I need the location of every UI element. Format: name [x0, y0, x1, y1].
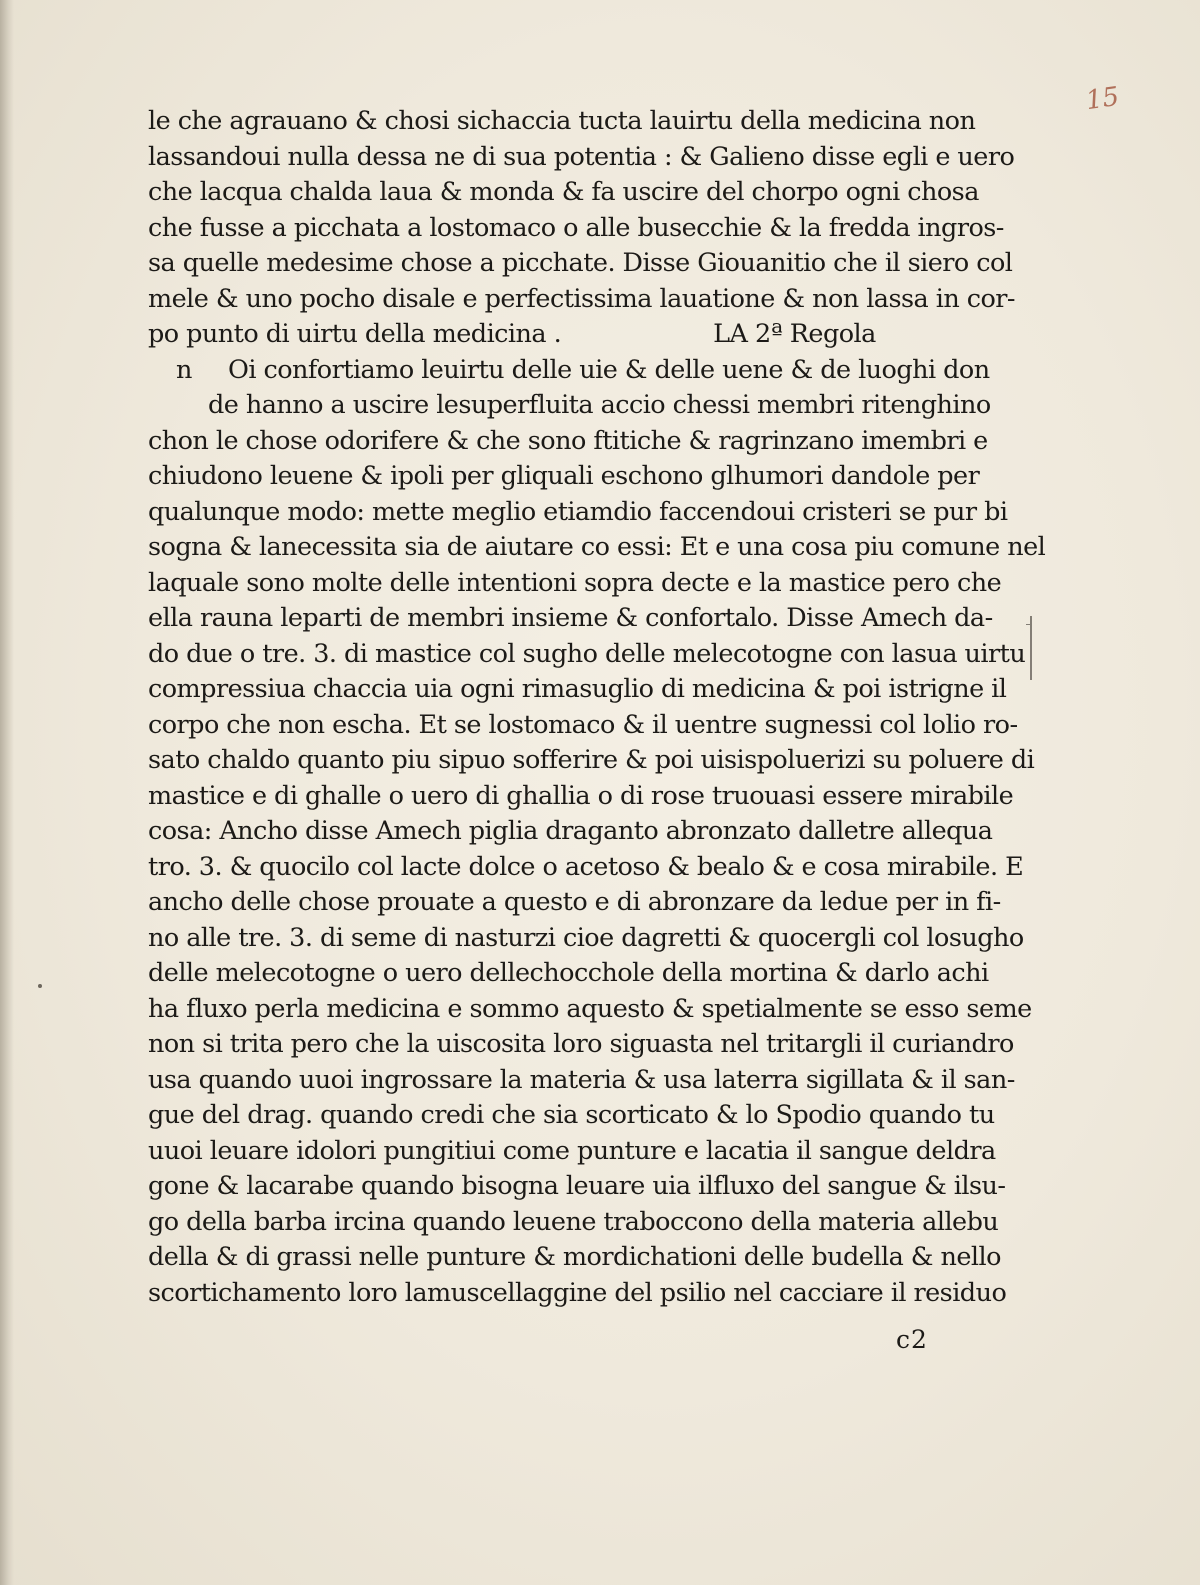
- section-heading: LA 2ª Regola: [713, 319, 876, 349]
- text-line: mele & uno pocho disale e perfectissima lauatione & non lassa in cor-: [148, 283, 1016, 314]
- text-line: chiudono leuene & ipoli per gliquali eschono glhumori dandole per: [148, 461, 980, 491]
- folio-number: 15: [1084, 81, 1122, 117]
- text-line: chon le chose odorifere & che sono ftitiche & ragrinzano imembri e: [148, 425, 988, 456]
- page-gutter-shadow: [0, 0, 14, 1585]
- text-line: lassandoui nulla dessa ne di sua potentia : & Galieno disse egli e uero: [148, 141, 1015, 172]
- text-line: de hanno a uscire lesuperfluita accio chessi membri ritenghino: [208, 390, 991, 420]
- guide-letter: n: [176, 354, 192, 385]
- text-line: gone & lacarabe quando bisogna leuare uia ilfluxo del sangue & ilsu-: [148, 1171, 1006, 1201]
- text-line: corpo che non escha. Et se lostomaco & il uentre sugnessi col lolio ro-: [148, 709, 1018, 740]
- text-line: ancho delle chose prouate a questo e di abronzare da ledue per in fi-: [148, 887, 1001, 917]
- text-line: uuoi leuare idolori pungitiui come punture e lacatia il sangue deldra: [148, 1135, 996, 1166]
- text-line: ha fluxo perla medicina e sommo aquesto & spetialmente se esso seme: [148, 993, 1032, 1024]
- text-line: sa quelle medesime chose a picchate. Disse Giouanitio che il siero col: [148, 248, 1013, 278]
- text-line: della & di grassi nelle punture & mordichationi delle budella & nello: [148, 1242, 1001, 1272]
- text-line: laquale sono molte delle intentioni sopra decte e la mastice pero che: [148, 567, 1002, 598]
- text-line: sogna & lanecessita sia de aiutare co essi: Et e una cosa piu comune nel: [148, 532, 1046, 562]
- text-line: cosa: Ancho disse Amech piglia draganto abronzato dalletre allequa: [148, 816, 993, 846]
- text-line: che fusse a picchata a lostomaco o alle busecchie & la fredda ingros-: [148, 212, 1004, 243]
- text-line: no alle tre. 3. di seme di nasturzi cioe dagretti & quocergli col losugho: [148, 922, 1024, 953]
- text-line: ella rauna leparti de membri insieme & confortalo. Disse Amech da-: [148, 603, 993, 633]
- text-line: delle melecotogne o uero dellechocchole della mortina & darlo achi: [148, 958, 989, 988]
- initial-row: [148, 353, 990, 389]
- text-line: non si trita pero che la uiscosita loro siguasta nel tritargli il curiandro: [148, 1029, 1014, 1059]
- text-line: che lacqua chalda laua & monda & fa uscire del chorpo ogni chosa: [148, 177, 979, 207]
- text-line: Oi confortiamo leuirtu delle uie & delle uene & de luoghi don: [228, 354, 990, 385]
- text-line: compressiua chaccia uia ogni rimasuglio di medicina & poi istrigne il: [148, 674, 1007, 704]
- text-line: go della barba ircina quando leuene traboccono della materia allebu: [148, 1206, 999, 1237]
- margin-mark: [1030, 616, 1032, 680]
- paper-speck: [38, 984, 42, 988]
- text-line: po punto di uirtu della medicina .: [148, 319, 562, 349]
- text-line: sato chaldo quanto piu sipuo sofferire & poi uisispoluerizi su poluere di: [148, 745, 1035, 775]
- text-block: [148, 104, 1046, 1311]
- text-line: le che agrauano & chosi sichaccia tucta lauirtu della medicina non: [148, 106, 976, 136]
- text-line-with-heading: [148, 317, 978, 353]
- signature-mark: c2: [896, 1325, 928, 1354]
- text-line: usa quando uuoi ingrossare la materia & usa laterra sigillata & il san-: [148, 1064, 1015, 1095]
- text-line: mastice e di ghalle o uero di ghallia o di rose truouasi essere mirabile: [148, 780, 1014, 811]
- text-line: tro. 3. & quocilo col lacte dolce o acetoso & bealo & e cosa mirabile. E: [148, 851, 1024, 882]
- text-line: scortichamento loro lamuscellaggine del psilio nel cacciare il residuo: [148, 1277, 1007, 1308]
- text-line: do due o tre. 3. di mastice col sugho delle melecotogne con lasua uirtu: [148, 638, 1026, 669]
- text-line: qualunque modo: mette meglio etiamdio faccendoui cristeri se pur bi: [148, 496, 1008, 527]
- text-line: gue del drag. quando credi che sia scorticato & lo Spodio quando tu: [148, 1100, 995, 1130]
